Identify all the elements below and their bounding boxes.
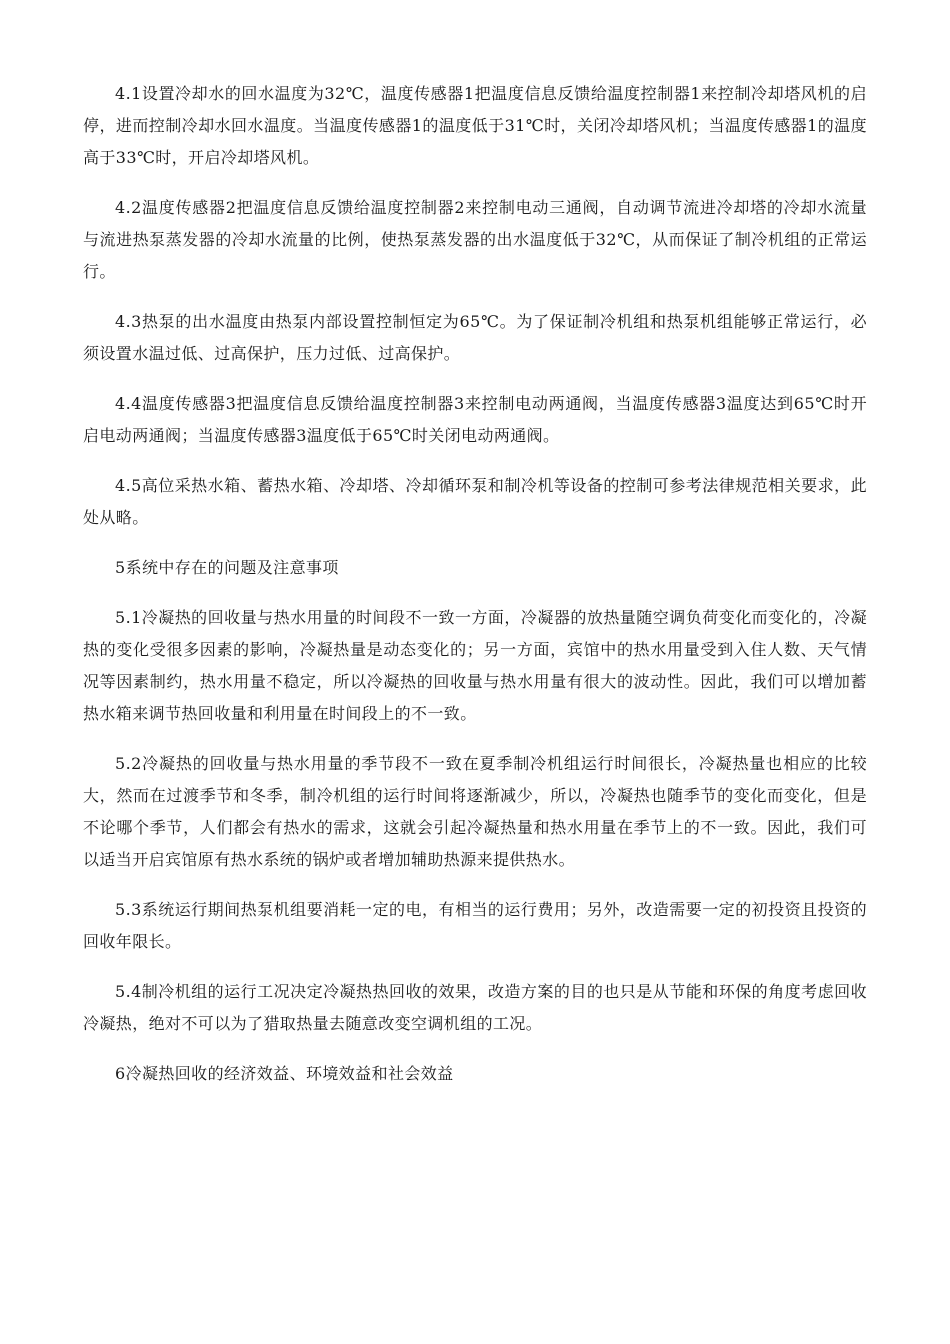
paragraph-5-1: 5.1冷凝热的回收量与热水用量的时间段不一致一方面，冷凝器的放热量随空调负荷变化而变化的，冷凝热的变化受很多因素的影响，冷凝热量是动态变化的；另一方面，宾馆中的热水用量受到入住人数、天气情况等因素制约，热水用量不稳定，所以冷凝热的回收量与热水用量有很大的波动性。因此，我们可以增加蓄热水箱来调节热回收量和利用量在时间段上的不一致。 (83, 608, 867, 723)
section-heading-5: 5系统中存在的问题及注意事项 (115, 558, 339, 577)
paragraph-4-1: 4.1设置冷却水的回水温度为32℃，温度传感器1把温度信息反馈给温度控制器1来控制冷却塔风机的启停，进而控制冷却水回水温度。当温度传感器1的温度低于31℃时，关闭冷却塔风机；当温度传感器1的温度高于33℃时，开启冷却塔风机。 (83, 84, 867, 167)
paragraph-4-3: 4.3热泵的出水温度由热泵内部设置控制恒定为65℃。为了保证制冷机组和热泵机组能够正常运行，必须设置水温过低、过高保护，压力过低、过高保护。 (83, 312, 867, 363)
document-body (83, 78, 867, 1108)
paragraph-4-4: 4.4温度传感器3把温度信息反馈给温度控制器3来控制电动两通阀，当温度传感器3温度达到65℃时开启电动两通阀；当温度传感器3温度低于65℃时关闭电动两通阀。 (83, 394, 867, 445)
paragraph-4-5: 4.5高位采热水箱、蓄热水箱、冷却塔、冷却循环泵和制冷机等设备的控制可参考法律规范相关要求，此处从略。 (83, 476, 867, 527)
paragraph-4-2: 4.2温度传感器2把温度信息反馈给温度控制器2来控制电动三通阀，自动调节流进冷却塔的冷却水流量与流进热泵蒸发器的冷却水流量的比例，使热泵蒸发器的出水温度低于32℃，从而保证了制冷机组的正常运行。 (83, 198, 867, 281)
section-heading-6: 6冷凝热回收的经济效益、环境效益和社会效益 (115, 1064, 454, 1083)
paragraph-5-4: 5.4制冷机组的运行工况决定冷凝热热回收的效果，改造方案的目的也只是从节能和环保的角度考虑回收冷凝热，绝对不可以为了猎取热量去随意改变空调机组的工况。 (83, 982, 867, 1033)
paragraph-5-3: 5.3系统运行期间热泵机组要消耗一定的电，有相当的运行费用；另外，改造需要一定的初投资且投资的回收年限长。 (83, 900, 867, 951)
paragraph-5-2: 5.2冷凝热的回收量与热水用量的季节段不一致在夏季制冷机组运行时间很长，冷凝热量也相应的比较大，然而在过渡季节和冬季，制冷机组的运行时间将逐渐减少，所以，冷凝热也随季节的变化而变化，但是不论哪个季节，人们都会有热水的需求，这就会引起冷凝热量和热水用量在季节上的不一致。因此，我们可以适当开启宾馆原有热水系统的锅炉或者增加辅助热源来提供热水。 (83, 754, 867, 869)
